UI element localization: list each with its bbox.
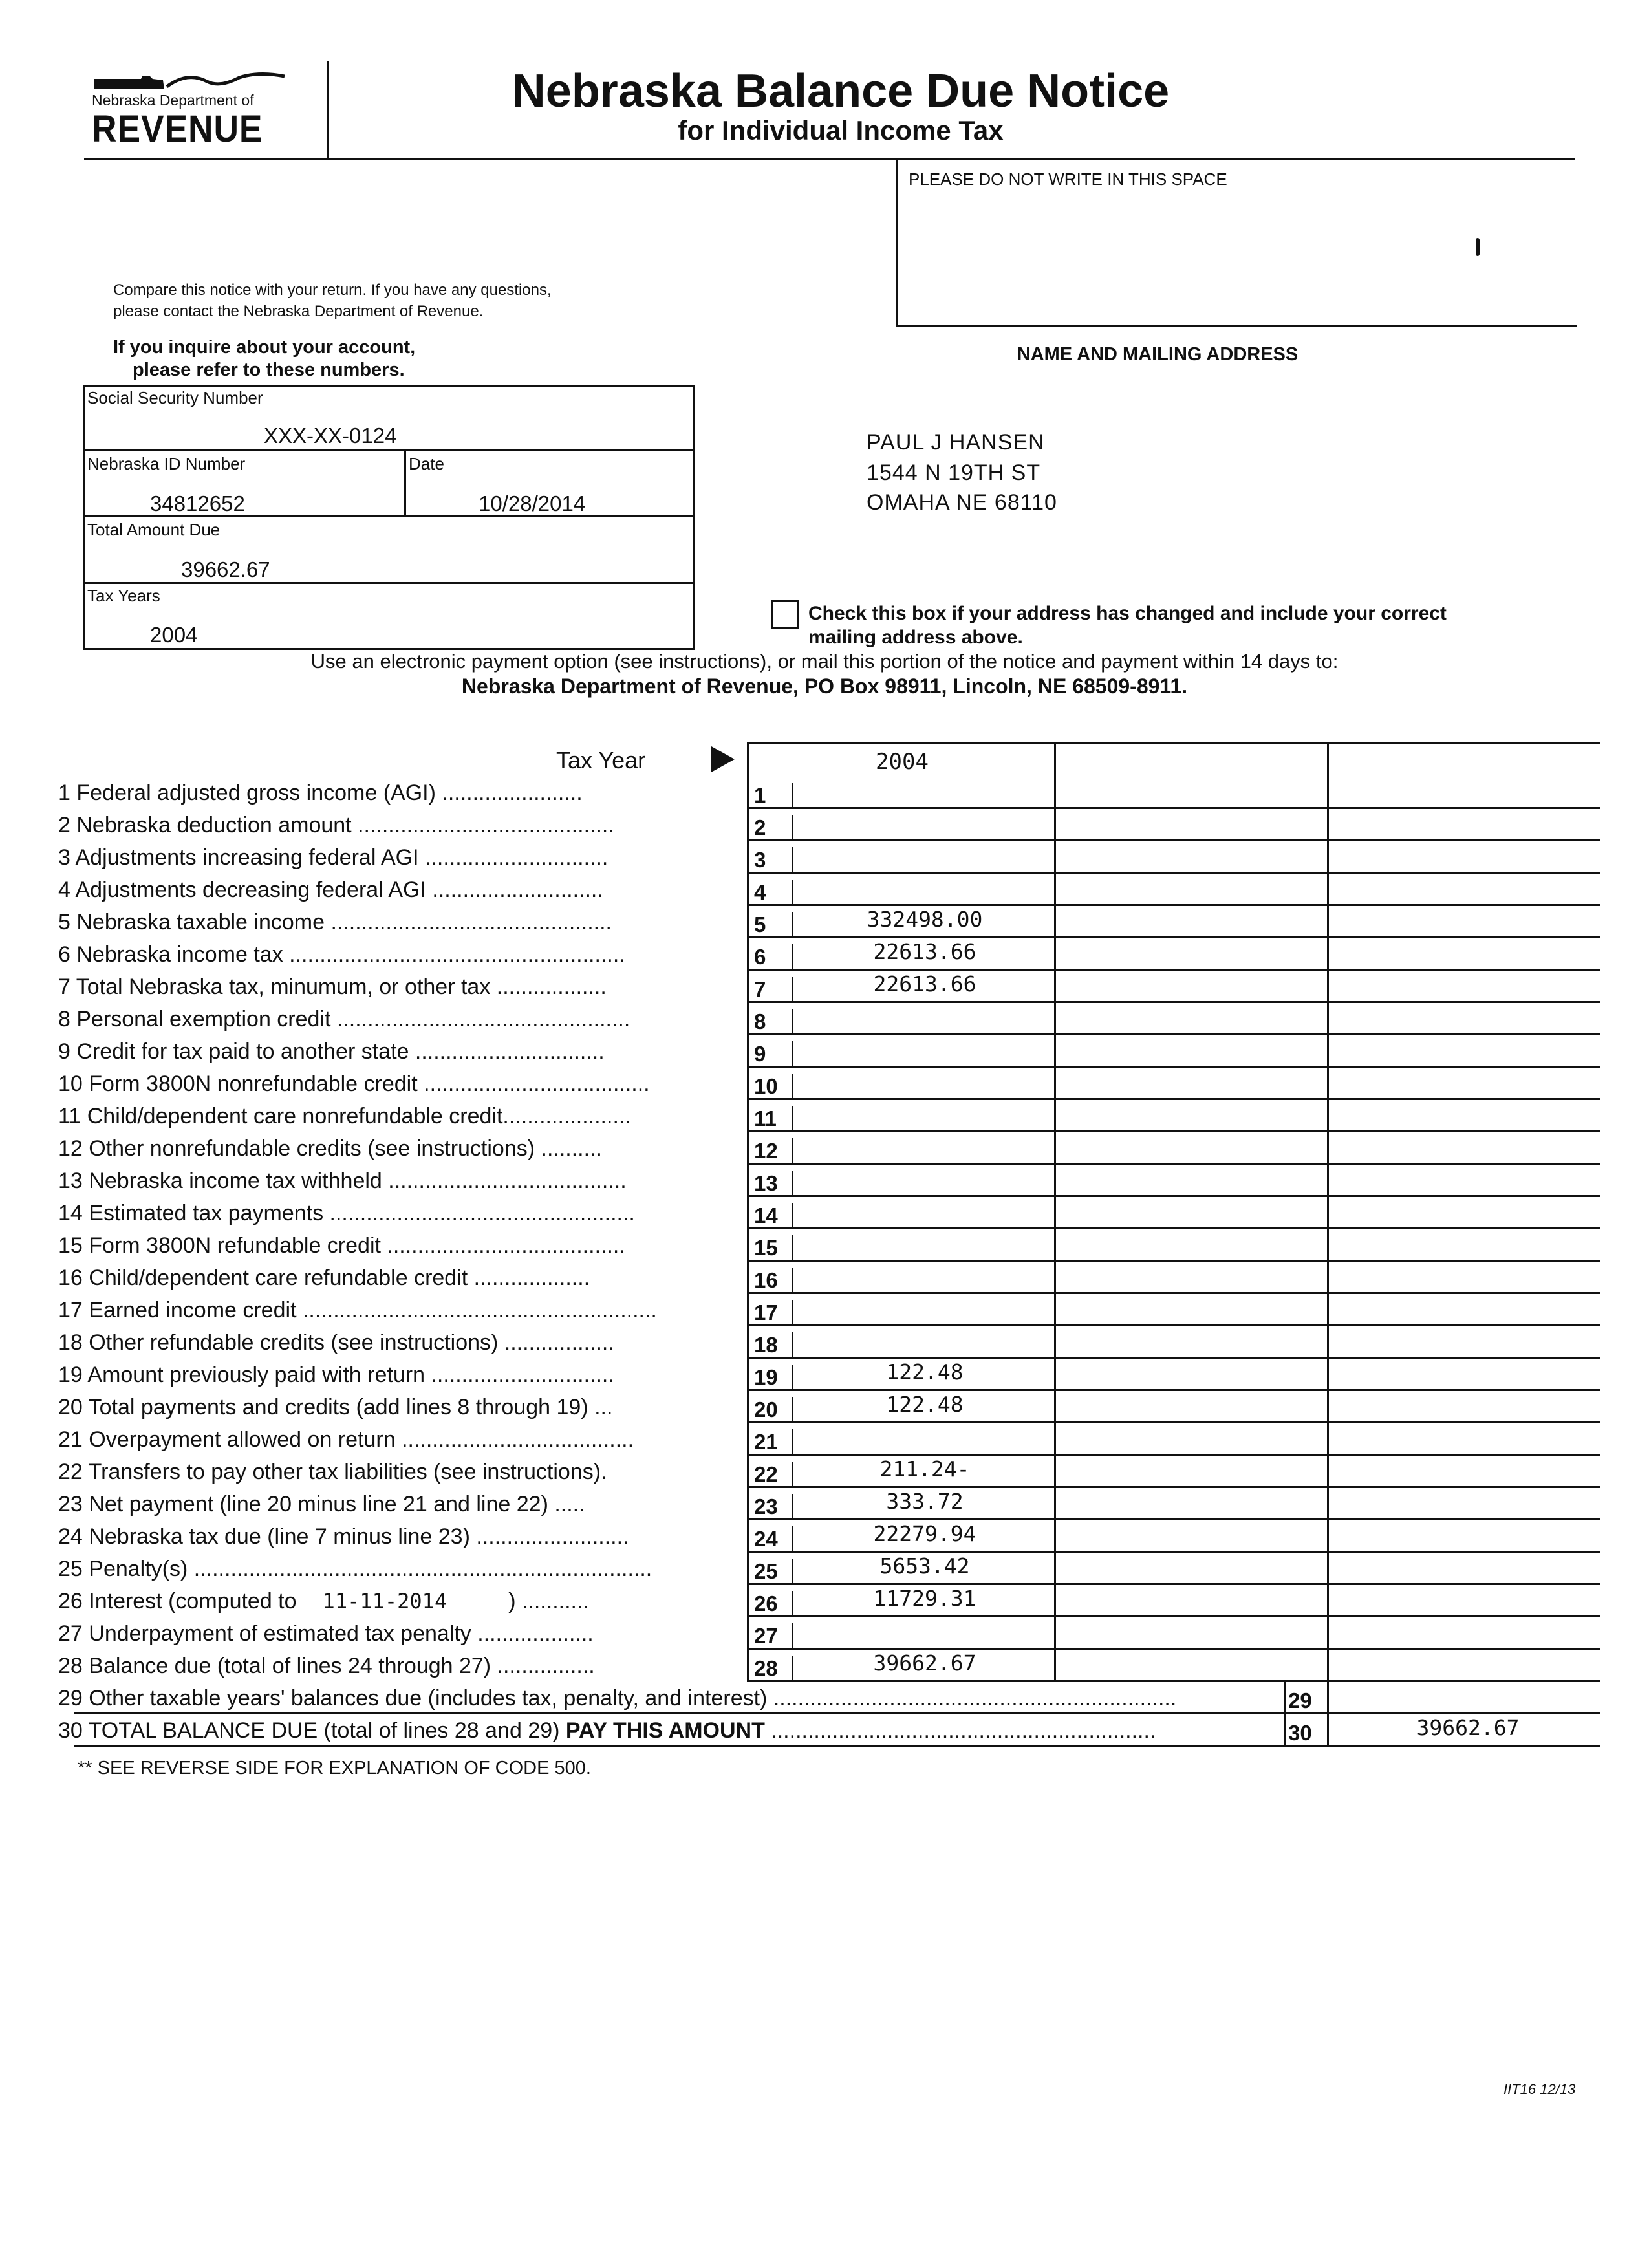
form-code: IIT16 12/13: [1503, 2081, 1576, 2097]
address-name: PAUL J HANSEN: [867, 430, 1045, 455]
line-number: 15: [754, 1236, 778, 1260]
line-label: [58, 1588, 731, 1614]
table-row: [0, 1326, 1649, 1358]
address-city: OMAHA NE 68110: [867, 490, 1057, 515]
date-label: Date: [409, 454, 444, 473]
line-label: 1 Federal adjusted gross income (AGI) .......................: [58, 781, 583, 805]
line-label: 9 Credit for tax paid to another state ...............................: [58, 1039, 605, 1064]
table-row: [0, 1132, 1649, 1164]
line-number: 8: [754, 1010, 766, 1033]
pay-this-amount-label: PAY THIS AMOUNT: [565, 1718, 771, 1743]
line-number: 22: [754, 1462, 778, 1486]
table-top-rule: [747, 742, 1600, 744]
line-label: 24 Nebraska tax due (line 7 minus line 23) .........................: [58, 1524, 629, 1549]
line-label: 17 Earned income credit ..........................................................: [58, 1298, 657, 1323]
tax-years-label: Tax Years: [87, 586, 160, 605]
line-value: 332498.00: [867, 907, 983, 932]
office-use-label: PLEASE DO NOT WRITE IN THIS SPACE: [909, 169, 1227, 189]
line-label: 14 Estimated tax payments ..................................................: [58, 1201, 635, 1226]
inquire-line-1: If you inquire about your account,: [113, 337, 416, 358]
line-label: 13 Nebraska income tax withheld .......................................: [58, 1169, 627, 1193]
line-label: 5 Nebraska taxable income ..............................................: [58, 910, 612, 934]
line-label: 15 Form 3800N refundable credit .......................................: [58, 1233, 625, 1258]
table-row: [0, 1390, 1649, 1423]
id-box-rule-3: [83, 582, 695, 584]
footnote: ** SEE REVERSE SIDE FOR EXPLANATION OF CODE 500.: [78, 1758, 591, 1778]
scan-mark: [1476, 238, 1480, 256]
table-row: [0, 1714, 1649, 1746]
payment-instruction: Use an electronic payment option (see instructions), or mail this portion of the notice and payment within 14 days to:: [310, 650, 1339, 673]
tax-year-label: Tax Year: [556, 747, 646, 773]
line-label: 6 Nebraska income tax .......................................................: [58, 942, 625, 967]
line-number: 24: [754, 1527, 778, 1551]
id-box-rule-1: [83, 449, 695, 451]
leader-dots: ...............................................................: [771, 1718, 1156, 1743]
line-number: 27: [754, 1624, 778, 1648]
inquire-instructions: [113, 336, 566, 382]
nebraska-id-label: Nebraska ID Number: [87, 454, 246, 473]
page-title: Nebraska Balance Due Notice: [512, 65, 1170, 117]
ssn-label: Social Security Number: [87, 388, 263, 407]
ssn-value: XXX-XX-0124: [264, 424, 397, 448]
line-label: 19 Amount previously paid with return ..............................: [58, 1363, 614, 1387]
header-divider: [327, 61, 329, 158]
table-row: [0, 905, 1649, 938]
table-row: [0, 1584, 1649, 1617]
table-row: [0, 1552, 1649, 1584]
table-row: [0, 1293, 1649, 1326]
line-value: 22613.66: [873, 971, 976, 997]
table-row: [0, 970, 1649, 1002]
table-row: [0, 938, 1649, 970]
line-number: 17: [754, 1301, 778, 1324]
line-30-label: [58, 1718, 1274, 1744]
line-number: 5: [754, 913, 766, 936]
line-number: 20: [754, 1398, 778, 1421]
line-label: 7 Total Nebraska tax, minumum, or other tax ..................: [58, 975, 607, 999]
table-row: [0, 1520, 1649, 1552]
line-number: 6: [754, 945, 766, 969]
payment-mail-address: Nebraska Department of Revenue, PO Box 98911, Lincoln, NE 68509-8911.: [461, 675, 1188, 698]
line-number: 30: [1288, 1721, 1312, 1745]
arrow-right-icon: [710, 745, 736, 773]
line-number: 3: [754, 848, 766, 872]
address-changed-line-2: mailing address above.: [808, 627, 1023, 648]
tax-years-value: 2004: [150, 623, 198, 647]
line-number: 21: [754, 1430, 778, 1454]
compare-instructions: [113, 279, 695, 322]
line-label-text: 26 Interest (computed to: [58, 1589, 297, 1614]
line-number: 10: [754, 1074, 778, 1098]
compare-line-2: please contact the Nebraska Department of Revenue.: [113, 303, 484, 320]
line-label: 8 Personal exemption credit ................................................: [58, 1007, 630, 1031]
compare-line-1: Compare this notice with your return. If you have any questions,: [113, 281, 552, 299]
line-number: 12: [754, 1139, 778, 1163]
nebraska-id-value: 34812652: [150, 491, 245, 515]
line-number: 18: [754, 1333, 778, 1357]
table-row: [0, 1423, 1649, 1455]
table-row: [0, 776, 1649, 808]
line-label: 21 Overpayment allowed on return ......................................: [58, 1427, 634, 1452]
table-row: [0, 841, 1649, 873]
line-label: 16 Child/dependent care refundable credit ...................: [58, 1266, 590, 1290]
line-label: 3 Adjustments increasing federal AGI ..............................: [58, 845, 609, 870]
line-number: 1: [754, 783, 766, 807]
line-29-label: 29 Other taxable years' balances due (includes tax, penalty, and interest) ..................................................................: [58, 1686, 1177, 1711]
table-row: [0, 1035, 1649, 1067]
line-number: 11: [754, 1107, 777, 1130]
line-number: 19: [754, 1365, 778, 1389]
line-label: 12 Other nonrefundable credits (see instructions) ..........: [58, 1136, 602, 1161]
line-value: 122.48: [886, 1392, 964, 1417]
line-number: 23: [754, 1495, 778, 1518]
table-row: [0, 1099, 1649, 1132]
tax-year-value: 2004: [876, 749, 929, 775]
line-number: 26: [754, 1592, 778, 1615]
table-row: [0, 1164, 1649, 1196]
line-label: 20 Total payments and credits (add lines 8 through 19) ...: [58, 1395, 613, 1420]
inquire-line-2: please refer to these numbers.: [133, 360, 405, 380]
line-number: 4: [754, 880, 766, 904]
line-label: 25 Penalty(s) ...........................................................................: [58, 1557, 652, 1581]
id-box-divider: [404, 449, 406, 517]
line-label: 22 Transfers to pay other tax liabilities (see instructions).: [58, 1460, 607, 1484]
line-label-tail: ) ...........: [508, 1589, 589, 1614]
line-label: 27 Underpayment of estimated tax penalty ...................: [58, 1621, 594, 1646]
table-row: [0, 1649, 1649, 1681]
table-row: [0, 1229, 1649, 1261]
table-row: [0, 1681, 1649, 1714]
page-subtitle: for Individual Income Tax: [678, 115, 1004, 146]
total-balance-due-value: 39662.67: [1416, 1715, 1520, 1740]
line-number: 16: [754, 1268, 778, 1292]
line-label: 23 Net payment (line 20 minus line 21 and line 22) .....: [58, 1492, 585, 1517]
address-changed-checkbox[interactable]: [771, 600, 799, 629]
total-due-value: 39662.67: [181, 557, 270, 581]
line-label: 18 Other refundable credits (see instructions) ..................: [58, 1330, 614, 1355]
table-row: [0, 1358, 1649, 1390]
table-row: [0, 1617, 1649, 1649]
line-value: 11729.31: [873, 1586, 976, 1611]
table-row: [0, 1196, 1649, 1229]
line-number: 14: [754, 1204, 778, 1227]
line-number: 2: [754, 815, 766, 839]
line-value: 5653.42: [879, 1553, 970, 1579]
table-row: [0, 1002, 1649, 1035]
table-row: [0, 1455, 1649, 1487]
total-due-label: Total Amount Due: [87, 520, 221, 539]
table-row: [0, 1261, 1649, 1293]
line-number: 7: [754, 977, 766, 1001]
line-number: 25: [754, 1559, 778, 1583]
line-value: 39662.67: [873, 1650, 976, 1676]
line-value: 211.24-: [879, 1456, 970, 1482]
logo-revenue: REVENUE: [92, 108, 263, 150]
line-value: 22279.94: [873, 1521, 976, 1546]
line-value: 22613.66: [873, 939, 976, 964]
address-street: 1544 N 19TH ST: [867, 460, 1041, 485]
line-label: 10 Form 3800N nonrefundable credit .....................................: [58, 1072, 650, 1096]
line-number: 29: [1288, 1689, 1312, 1712]
date-value: 10/28/2014: [479, 491, 586, 515]
logo-subtitle: Nebraska Department of: [92, 92, 254, 109]
line-value: 122.48: [886, 1359, 964, 1385]
address-changed-line-1: Check this box if your address has changed and include your correct: [808, 603, 1447, 624]
table-row: [0, 1067, 1649, 1099]
table-row: [0, 1487, 1649, 1520]
line-number: 28: [754, 1656, 778, 1680]
total-balance-label: 30 TOTAL BALANCE DUE (total of lines 28 and 29): [58, 1718, 566, 1743]
line-label: 28 Balance due (total of lines 24 through 27) ................: [58, 1654, 595, 1678]
table-row: [0, 873, 1649, 905]
line-label: 2 Nebraska deduction amount ..........................................: [58, 813, 614, 837]
line-label: 4 Adjustments decreasing federal AGI ............................: [58, 878, 603, 902]
address-changed-text: [808, 601, 1552, 649]
table-row: [0, 808, 1649, 841]
line-label: 11 Child/dependent care nonrefundable credit.....................: [58, 1104, 631, 1129]
interest-date: 11-11-2014: [322, 1589, 447, 1614]
line-value: 333.72: [886, 1489, 964, 1514]
line-number: 9: [754, 1042, 766, 1066]
line-number: 13: [754, 1171, 778, 1195]
name-address-label: NAME AND MAILING ADDRESS: [1017, 344, 1299, 365]
